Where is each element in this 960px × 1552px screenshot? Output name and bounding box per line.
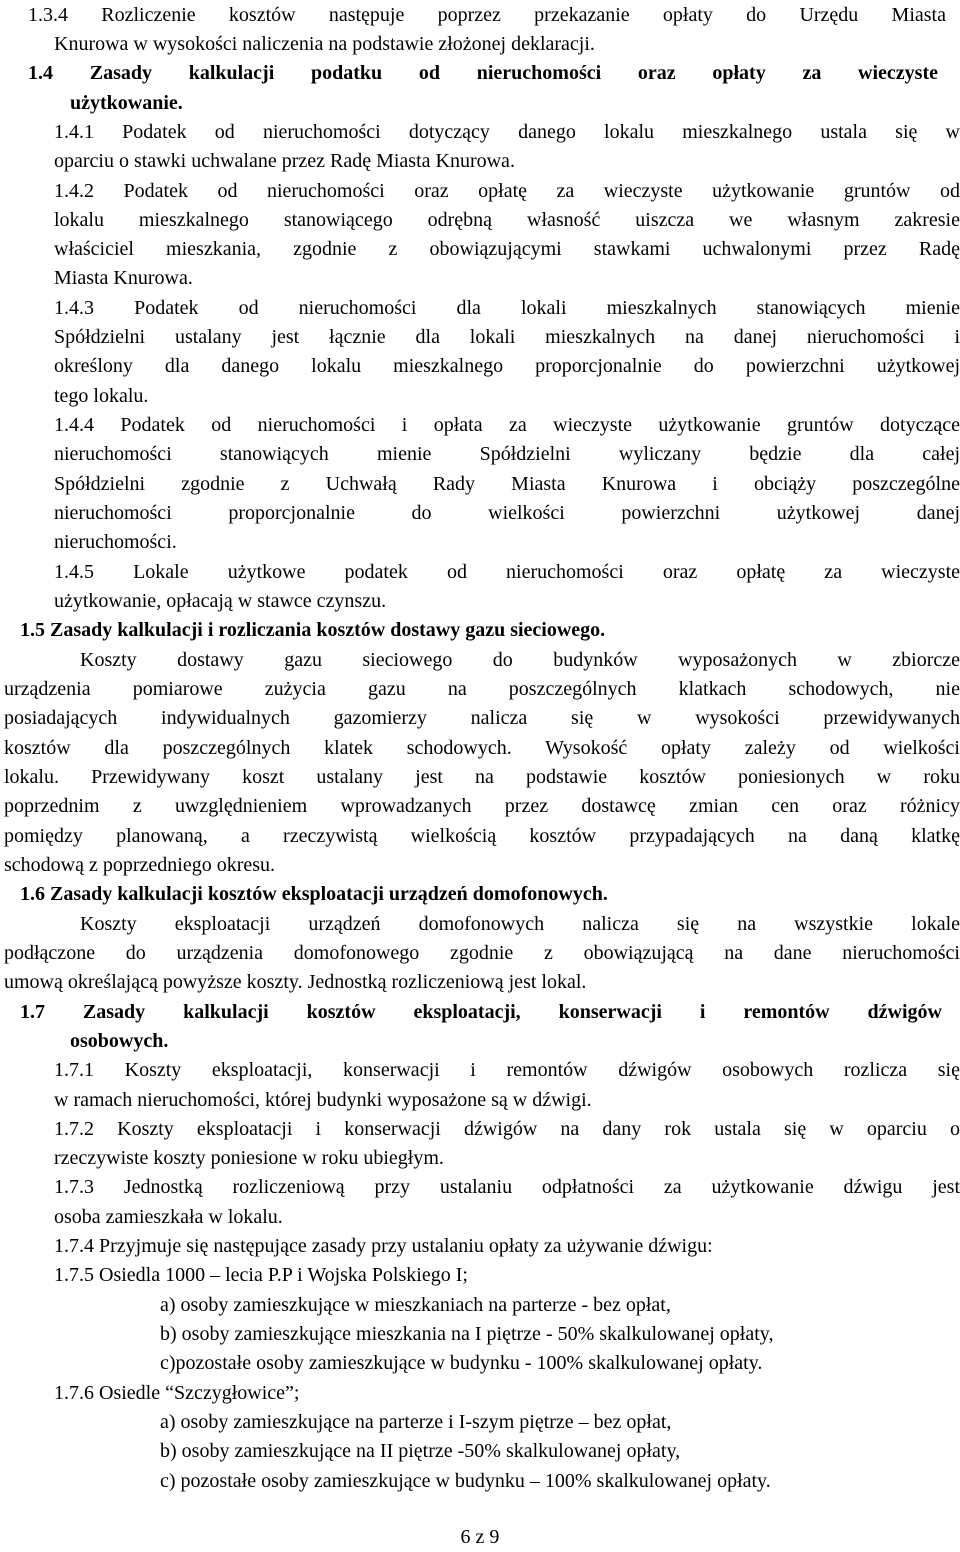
doc-line-41: 1.7.3 Jednostką rozliczeniową przy ustalaniu odpłatności za użytkowanie dźwigu jest: [54, 1176, 960, 1198]
section-heading-1-4: 1.4 Zasady kalkulacji podatku od nieruchomości oraz opłaty za wieczyste: [28, 62, 938, 84]
doc-line-21: użytkowanie, opłacają w stawce czynszu.: [54, 590, 387, 612]
list-item-a-2: a) osoby zamieszkujące na parterze i I-szym piętrze – bez opłat,: [160, 1411, 672, 1433]
page-number: 6 z 9: [460, 1526, 500, 1548]
doc-line-39: 1.7.2 Koszty eksploatacji i konserwacji dźwigów na dany rok ustala się w oparciu o: [54, 1118, 960, 1140]
doc-line-44: 1.7.5 Osiedla 1000 – lecia P.P i Wojska Polskiego I;: [54, 1264, 468, 1286]
doc-line-8: lokalu mieszkalnego stanowiącego odrębną własność uiszcza we własnym zakresie: [54, 209, 960, 231]
doc-line-16: nieruchomości stanowiących mienie Spółdzielni wyliczany będzie dla całej: [54, 443, 960, 465]
doc-line-11: 1.4.3 Podatek od nieruchomości dla lokali mieszkalnych stanowiących mienie: [54, 297, 960, 319]
doc-line-40: rzeczywiste koszty poniesione w roku ubiegłym.: [54, 1147, 444, 1169]
doc-line-13: określony dla danego lokalu mieszkalnego proporcjonalnie do powierzchni użytkowej: [54, 355, 960, 377]
doc-line-28: poprzednim z uwzględnieniem wprowadzanych przez dostawcę zmian cen oraz różnicy: [4, 795, 960, 817]
doc-line-24: urządzenia pomiarowe zużycia gazu na poszczególnych klatkach schodowych, nie: [4, 678, 960, 700]
list-item-b-2: b) osoby zamieszkujące na II piętrze -50% skalkulowanej opłaty,: [160, 1440, 681, 1462]
doc-line-7: 1.4.2 Podatek od nieruchomości oraz opłatę za wieczyste użytkowanie gruntów od: [54, 180, 960, 202]
section-heading-1-4-cont: użytkowanie.: [70, 92, 183, 114]
doc-line-2: Knurowa w wysokości naliczenia na podstawie złożonej deklaracji.: [54, 33, 595, 55]
doc-line-10: Miasta Knurowa.: [54, 267, 193, 289]
doc-line-17: Spółdzielni zgodnie z Uchwałą Rady Miasta Knurowa i obciąży poszczególne: [54, 473, 960, 495]
doc-line-42: osoba zamieszkała w lokalu.: [54, 1206, 283, 1228]
list-item-c-2: c) pozostałe osoby zamieszkujące w budynku – 100% skalkulowanej opłaty.: [160, 1470, 771, 1492]
section-heading-1-6: 1.6 Zasady kalkulacji kosztów eksploatacji urządzeń domofonowych.: [20, 883, 608, 905]
doc-line-32: Koszty eksploatacji urządzeń domofonowych nalicza się na wszystkie lokale: [80, 913, 960, 935]
doc-line-20: 1.4.5 Lokale użytkowe podatek od nieruchomości oraz opłatę za wieczyste: [54, 561, 960, 583]
list-item-b-1: b) osoby zamieszkujące mieszkania na I piętrze - 50% skalkulowanej opłaty,: [160, 1323, 774, 1345]
doc-line-6: oparciu o stawki uchwalane przez Radę Miasta Knurowa.: [54, 150, 515, 172]
doc-line-1: 1.3.4 Rozliczenie kosztów następuje poprzez przekazanie opłaty do Urzędu Miasta: [28, 4, 946, 26]
doc-line-15: 1.4.4 Podatek od nieruchomości i opłata za wieczyste użytkowanie gruntów dotyczące: [54, 414, 960, 436]
list-item-c-1: c)pozostałe osoby zamieszkujące w budynku - 100% skalkulowanej opłaty.: [160, 1352, 763, 1374]
doc-line-37: 1.7.1 Koszty eksploatacji, konserwacji i remontów dźwigów osobowych rozlicza się: [54, 1059, 960, 1081]
doc-line-14: tego lokalu.: [54, 385, 149, 407]
doc-line-27: lokalu. Przewidywany koszt ustalany jest na podstawie kosztów poniesionych w roku: [4, 766, 960, 788]
doc-line-26: kosztów dla poszczególnych klatek schodowych. Wysokość opłaty zależy od wielkości: [4, 737, 960, 759]
section-heading-1-7-cont: osobowych.: [70, 1030, 169, 1052]
section-heading-1-5: 1.5 Zasady kalkulacji i rozliczania kosztów dostawy gazu sieciowego.: [20, 619, 606, 641]
doc-line-23: Koszty dostawy gazu sieciowego do budynków wyposażonych w zbiorcze: [80, 649, 960, 671]
doc-line-5: 1.4.1 Podatek od nieruchomości dotyczący danego lokalu mieszkalnego ustala się w: [54, 121, 960, 143]
doc-line-48: 1.7.6 Osiedle “Szczygłowice”;: [54, 1382, 300, 1404]
doc-line-9: właściciel mieszkania, zgodnie z obowiązującymi stawkami uchwalonymi przez Radę: [54, 238, 960, 260]
list-item-a-1: a) osoby zamieszkujące w mieszkaniach na parterze - bez opłat,: [160, 1294, 671, 1316]
doc-line-38: w ramach nieruchomości, której budynki wyposażone są w dźwigi.: [54, 1089, 592, 1111]
doc-line-30: schodową z poprzedniego okresu.: [4, 854, 276, 876]
doc-line-43: 1.7.4 Przyjmuje się następujące zasady przy ustalaniu opłaty za używanie dźwigu:: [54, 1235, 713, 1257]
section-heading-1-7: 1.7 Zasady kalkulacji kosztów eksploatacji, konserwacji i remontów dźwigów: [20, 1001, 942, 1023]
doc-line-34: umową określającą powyższe koszty. Jednostką rozliczeniową jest lokal.: [4, 971, 587, 993]
doc-line-18: nieruchomości proporcjonalnie do wielkości powierzchni użytkowej danej: [54, 502, 960, 524]
doc-line-19: nieruchomości.: [54, 531, 177, 553]
doc-line-25: posiadających indywidualnych gazomierzy nalicza się w wysokości przewidywanych: [4, 707, 960, 729]
doc-line-33: podłączone do urządzenia domofonowego zgodnie z obowiązującą na dane nieruchomości: [4, 942, 960, 964]
doc-line-12: Spółdzielni ustalany jest łącznie dla lokali mieszkalnych na danej nieruchomości i: [54, 326, 960, 348]
doc-line-29: pomiędzy planowaną, a rzeczywistą wielkością kosztów przypadających na daną klatkę: [4, 825, 960, 847]
